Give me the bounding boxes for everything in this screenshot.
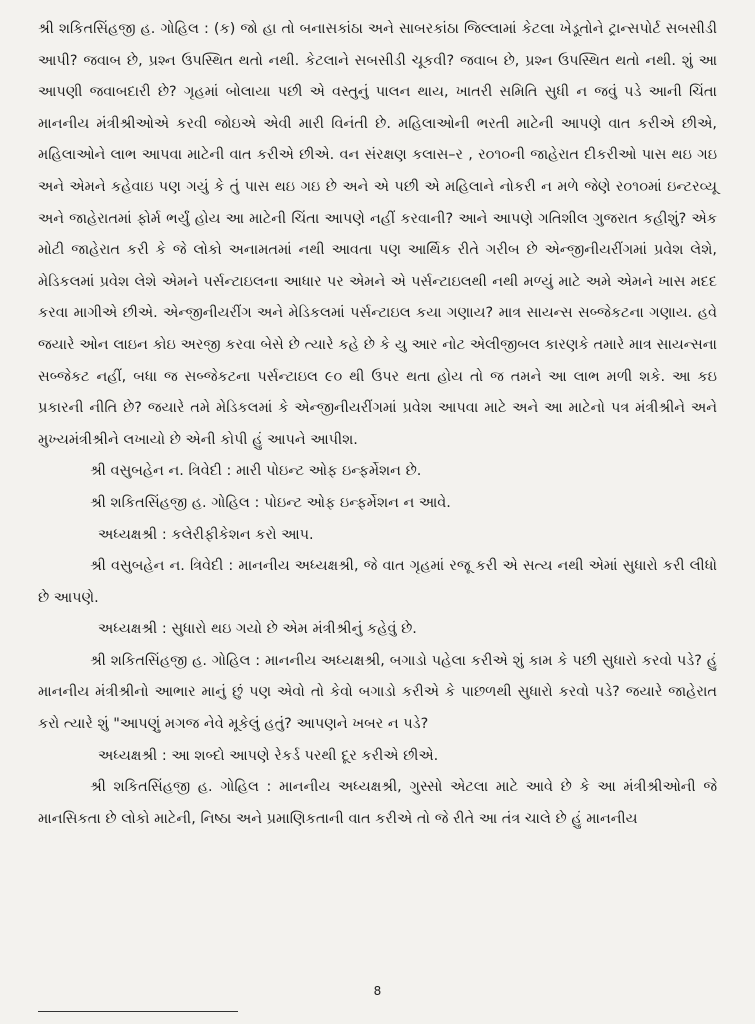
paragraph-chair-correction-done: અધ્યક્ષશ્રી : સુધારો થઇ ગયો છે એમ મંત્રીશ્રીનું કહેવું છે. xyxy=(98,621,417,638)
paragraph-point-of-information: શ્રી વસુબહેન ન. ત્રિવેદી : મારી પોઇન્ટ ઓફ ઇન્ફર્મેશન છે. xyxy=(90,463,422,480)
paragraph-speech-why-correction: શ્રી શકિતસિંહજી હ. ગોહિલ : માનનીય અધ્યક્ષશ્રી, બગાડો પહેલા કરીએ શું કામ કે પછી સુધારો કરવો પડે? હું માનનીય મંત્રીશ્રીનો આભાર માનું છું પણ એવો તો કેવો બગાડો કરીએ કે પાછળથી સુધારો કરવો પડે? જયારે જાહેરાત કરો ત્યારે શું "આપણું મગજ નેવે મૂકેલું હતું? આપણને ખબર ન પડે? xyxy=(38,652,717,733)
footnote-divider xyxy=(38,1011,238,1012)
page-number: 8 xyxy=(373,984,382,998)
paragraph-chair-clarification: અધ્યક્ષશ્રી : કલેરીફીકેશન કરો આપ. xyxy=(98,526,314,543)
paragraph-reply-point-of-information: શ્રી શકિતસિંહજી હ. ગોહિલ : પોઇન્ટ ઓફ ઇન્ફર્મેશન ન આવે. xyxy=(90,494,451,511)
paragraph-minister-correction: શ્રી વસુબહેન ન. ત્રિવેદી : માનનીય અધ્યક્ષશ્રી, જે વાત ગૃહમાં રજૂ કરી એ સત્ય નથી એમાં સુધારો કરી લીધો છે આપણે. xyxy=(38,558,717,606)
paragraph-chair-remove-words: અધ્યક્ષશ્રી : આ શબ્દો આપણે રેકર્ડ પરથી દૂર કરીએ છીએ. xyxy=(98,747,439,764)
paragraph-opening-speech: શ્રી શકિતસિંહજી હ. ગોહિલ : (ક) જો હા તો બનાસકાંઠા અને સાબરકાંઠા જિલ્લામાં કેટલા ખેડૂતોને ટ્રાન્સપોર્ટ સબસીડી આપી? જવાબ છે, પ્રશ્ન ઉપસ્થિત થતો નથી. કેટલાને સબસીડી ચૂકવી? જવાબ છે, પ્રશ્ન ઉપસ્થિત થતો નથી. શું આ આપણી જવાબદારી છે? ગૃહમાં બોલાયા પછી એ વસ્તુનું પાલન થાય, ખાતરી સમિતિ સુધી ન જવું પડે આની ચિંતા માનનીય મંત્રીશ્રીઓએ કરવી જોઇએ એવી મારી વિનંતી છે. મહિલાઓની ભરતી માટેની આપણે વાત કરીએ છીએ, મહિલાઓને લાભ આપવા માટેની વાત કરીએ છીએ. વન સંરક્ષણ કલાસ–ર , ર૦૧૦ની જાહેરાત દીકરીઓ પાસ થઇ ગઇ અને એમને કહેવાઇ પણ ગયું કે તું પાસ થઇ ગઇ છે અને એ પછી એ મહિલાને નોકરી ન મળે જેણે ર૦૧૦માં ઇન્ટરવ્યૂ અને જાહેરાતમાં ફોર્મ ભર્યું હોય આ માટેની ચિંતા આપણે નહીં કરવાની? આને આપણે ગતિશીલ ગુજરાત કહીશું? એક મોટી જાહેરાત કરી કે જે લોકો અનામતમાં નથી આવતા પણ આર્થિક રીતે ગરીબ છે એન્જીનીયરીંગમાં પ્રવેશ લેશે, મેડિકલમાં પ્રવેશ લેશે એમને પર્સન્ટાઇલના આધાર પર એમને એ પર્સન્ટાઇલથી નથી મળ્યું માટે અમે એમને ખાસ મદદ કરવા માગીએ છીએ. એન્જીનીયરીંગ અને મેડિકલમાં પર્સન્ટાઇલ કયા ગણાય? માત્ર સાયન્સ સબ્જેકટના ગણાય. હવે જયારે ઓન લાઇન કોઇ અરજી કરવા બેસે છે ત્યારે કહે છે કે યુ આર નોટ એલીજીબલ કારણકે તમારે માત્ર સાયન્સના સબ્જેકટ નહીં, બધા જ સબ્જેકટના પર્સન્ટાઇલ ૯૦ થી ઉપર થતા હોય તો જ તમને આ લાભ મળી શકે. આ કઇ પ્રકારની નીતિ છે? જયારે તમે મેડિકલમાં કે એન્જીનીયરીંગમાં પ્રવેશ આપવા માટે અને આ માટેનો પત્ર મંત્રીશ્રીને અને મુખ્યમંત્રીશ્રીને લખાયો છે એની કોપી હું આપને આપીશ. xyxy=(38,21,717,448)
paragraph-speech-continued: શ્રી શકિતસિંહજી હ. ગોહિલ : માનનીય અધ્યક્ષશ્રી, ગુસ્સો એટલા માટે આવે છે કે આ મંત્રીશ્રીઓની જે માનસિકતા છે લોકો માટેની, નિષ્ઠા અને પ્રમાણિકતાની વાત કરીએ તો જે રીતે આ તંત્ર ચાલે છે હું માનનીય xyxy=(38,779,717,827)
